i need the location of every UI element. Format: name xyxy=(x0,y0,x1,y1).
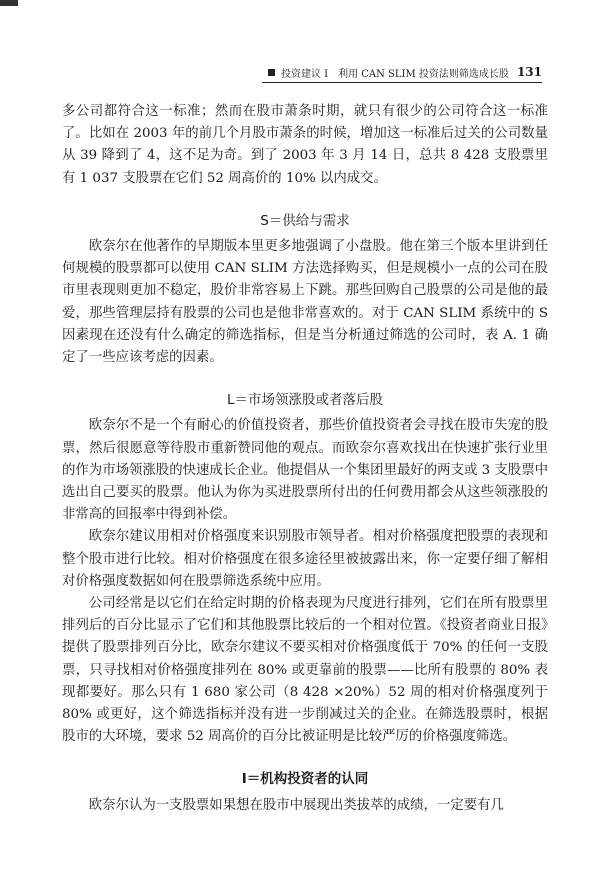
section-title-l: L＝市场领涨股或者落后股 xyxy=(226,392,384,409)
section-title-s: S＝供给与需求 xyxy=(260,212,350,229)
header-rule xyxy=(262,82,542,83)
paragraph: 欧奈尔建议用相对价格强度来识别股市领导者。相对价格强度把股票的表现和整个股市进行比较。相对价格强度在很多途径里被披露出来，你一定要仔细了解相对价格强度数据如何在股票筛选系统中应用。 xyxy=(62,529,548,589)
page-number: 131 xyxy=(516,65,542,79)
page-body xyxy=(62,101,548,817)
paragraph: 多公司都符合这一标准；然而在股市萧条时期，就只有很少的公司符合这一标准了。比如在 2003 年的前几个月股市萧条的时候，增加这一标准后过关的公司数量从 39 降到了 4，这不足为奇。到了 2003 年 3 月 14 日，总共 8 428 支股票里有 1 037 支股票在它们 52 周高价的 10% 以内成交。 xyxy=(62,104,548,186)
paragraph: 欧奈尔在他著作的早期版本里更多地强调了小盘股。他在第三个版本里讲到任何规模的股票都可以使用 CAN SLIM 方法选择购买，但是规模小一点的公司在股市里表现则更加不稳定，股价非常容易上下跳。那些回购自己股票的公司是他的最爱，那些管理层持有股票的公司也是他非常喜欢的。对于 CAN SLIM 系统中的 S 因素现在还没有什么确定的筛选指标，但是当分析通过筛选的公司时，表 A. 1 确定了一些应该考虑的因素。 xyxy=(62,239,548,366)
scan-corner-mark xyxy=(0,0,18,6)
paragraph: 公司经常是以它们在给定时期的价格表现为尺度进行排列，它们在所有股票里排列后的百分比显示了它们和其他股票比较后的一个相对位置。《投资者商业日报》提供了股票排列百分比，欧奈尔建议不要买相对价格强度低于 70% 的任何一支股票，只寻找相对价格强度排列在 80% 或更靠前的股票——比所有股票的 80% 表现都要好。那么只有 1 680 家公司（8 428 ×20%）52 周的相对价格强度列于 80% 或更好，这个筛选指标并没有进一步削减过关的企业。在筛选股票时，根据股市的大环境，要求 52 周高价的百分比被证明是比较严厉的价格强度筛选。 xyxy=(62,596,548,745)
running-header xyxy=(262,63,542,81)
header-square-icon xyxy=(268,69,275,76)
running-header-text: 投资建议 I 利用 CAN SLIM 投资法则筛选成长股 xyxy=(280,68,509,80)
paragraph: 欧奈尔认为一支股票如果想在股市中展现出类拔萃的成绩，一定要有几 xyxy=(88,797,504,813)
section-title-i: I＝机构投资者的认同 xyxy=(241,771,369,788)
paragraph: 欧奈尔不是一个有耐心的价值投资者，那些价值投资者会寻找在股市失宠的股票，然后很愿意等待股市重新赞同他的观点。而欧奈尔喜欢找出在快速扩张行业里的作为市场领涨股的快速成长企业。他提倡从一个集团里最好的两支或 3 支股票中选出自己要买的股票。他认为你为买进股票所付出的任何费用都会从这些领涨股的非常高的回报率中得到补偿。 xyxy=(62,418,548,523)
